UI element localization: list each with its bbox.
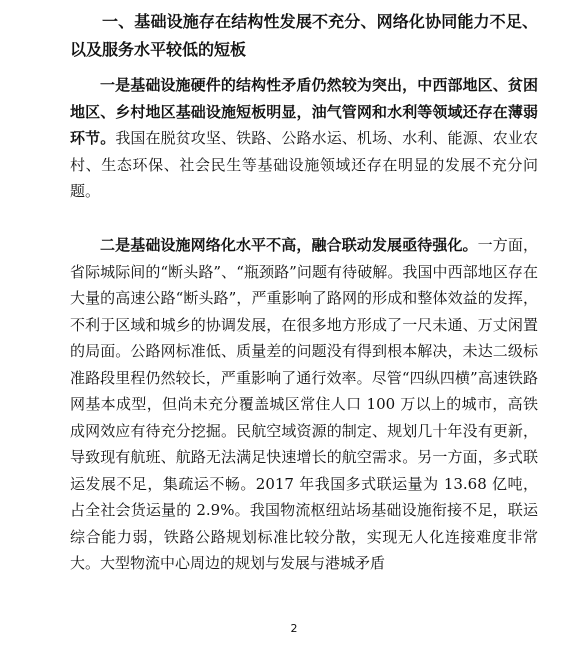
section-heading: 一、基础设施存在结构性发展不充分、网络化协同能力不足、以及服务水平较低的短板	[70, 12, 538, 59]
page-number: 2	[290, 622, 298, 635]
paragraph-1	[70, 72, 538, 205]
paragraph-1-body: 我国在脱贫攻坚、铁路、公路水运、机场、水利、能源、农业农村、生态环保、社会民生等基础设施领域还存在明显的发展不充分问题。	[70, 129, 538, 200]
paragraph-2	[70, 232, 538, 577]
paragraph-2-lead: 二是基础设施网络化水平不高，融合联动发展亟待强化。	[100, 236, 478, 254]
paragraph-1-lead: 一是基础设施硬件的结构性矛盾仍然较为突出，中西部地区、贫困地区、乡村地区基础设施短板明显，油气管网和水利等领域还存在薄弱环节。	[70, 76, 538, 147]
paragraph-2-body: 一方面，省际城际间的“断头路”、“瓶颈路”问题有待破解。我国中西部地区存在大量的高速公路“断头路”，严重影响了路网的形成和整体效益的发挥，不利于区域和城乡的协调发展，在很多地方形成了一尺未通、万丈闲置的局面。公路网标准低、质量差的问题没有得到根本解决，未达二级标准路段里程仍然较长，严重影响了通行效率。尽管“四纵四横”高速铁路网基本成型，但尚未充分覆盖城区常住人口 100 万以上的城市，高铁成网效应有待充分挖掘。民航空域资源的制定、规划几十年没有更新，导致现有航班、航路无法满足快速增长的航空需求。另一方面，多式联运发展不足，集疏运不畅。2017 年我国多式联运量为 13.68 亿吨，占全社会货运量的 2.9%。我国物流枢纽站场基础设施衔接不足，联运综合能力弱，铁路公路规划标准比较分散，实现无人化连接难度非常大。大型物流中心周边的规划与发展与港城矛盾	[70, 236, 538, 572]
